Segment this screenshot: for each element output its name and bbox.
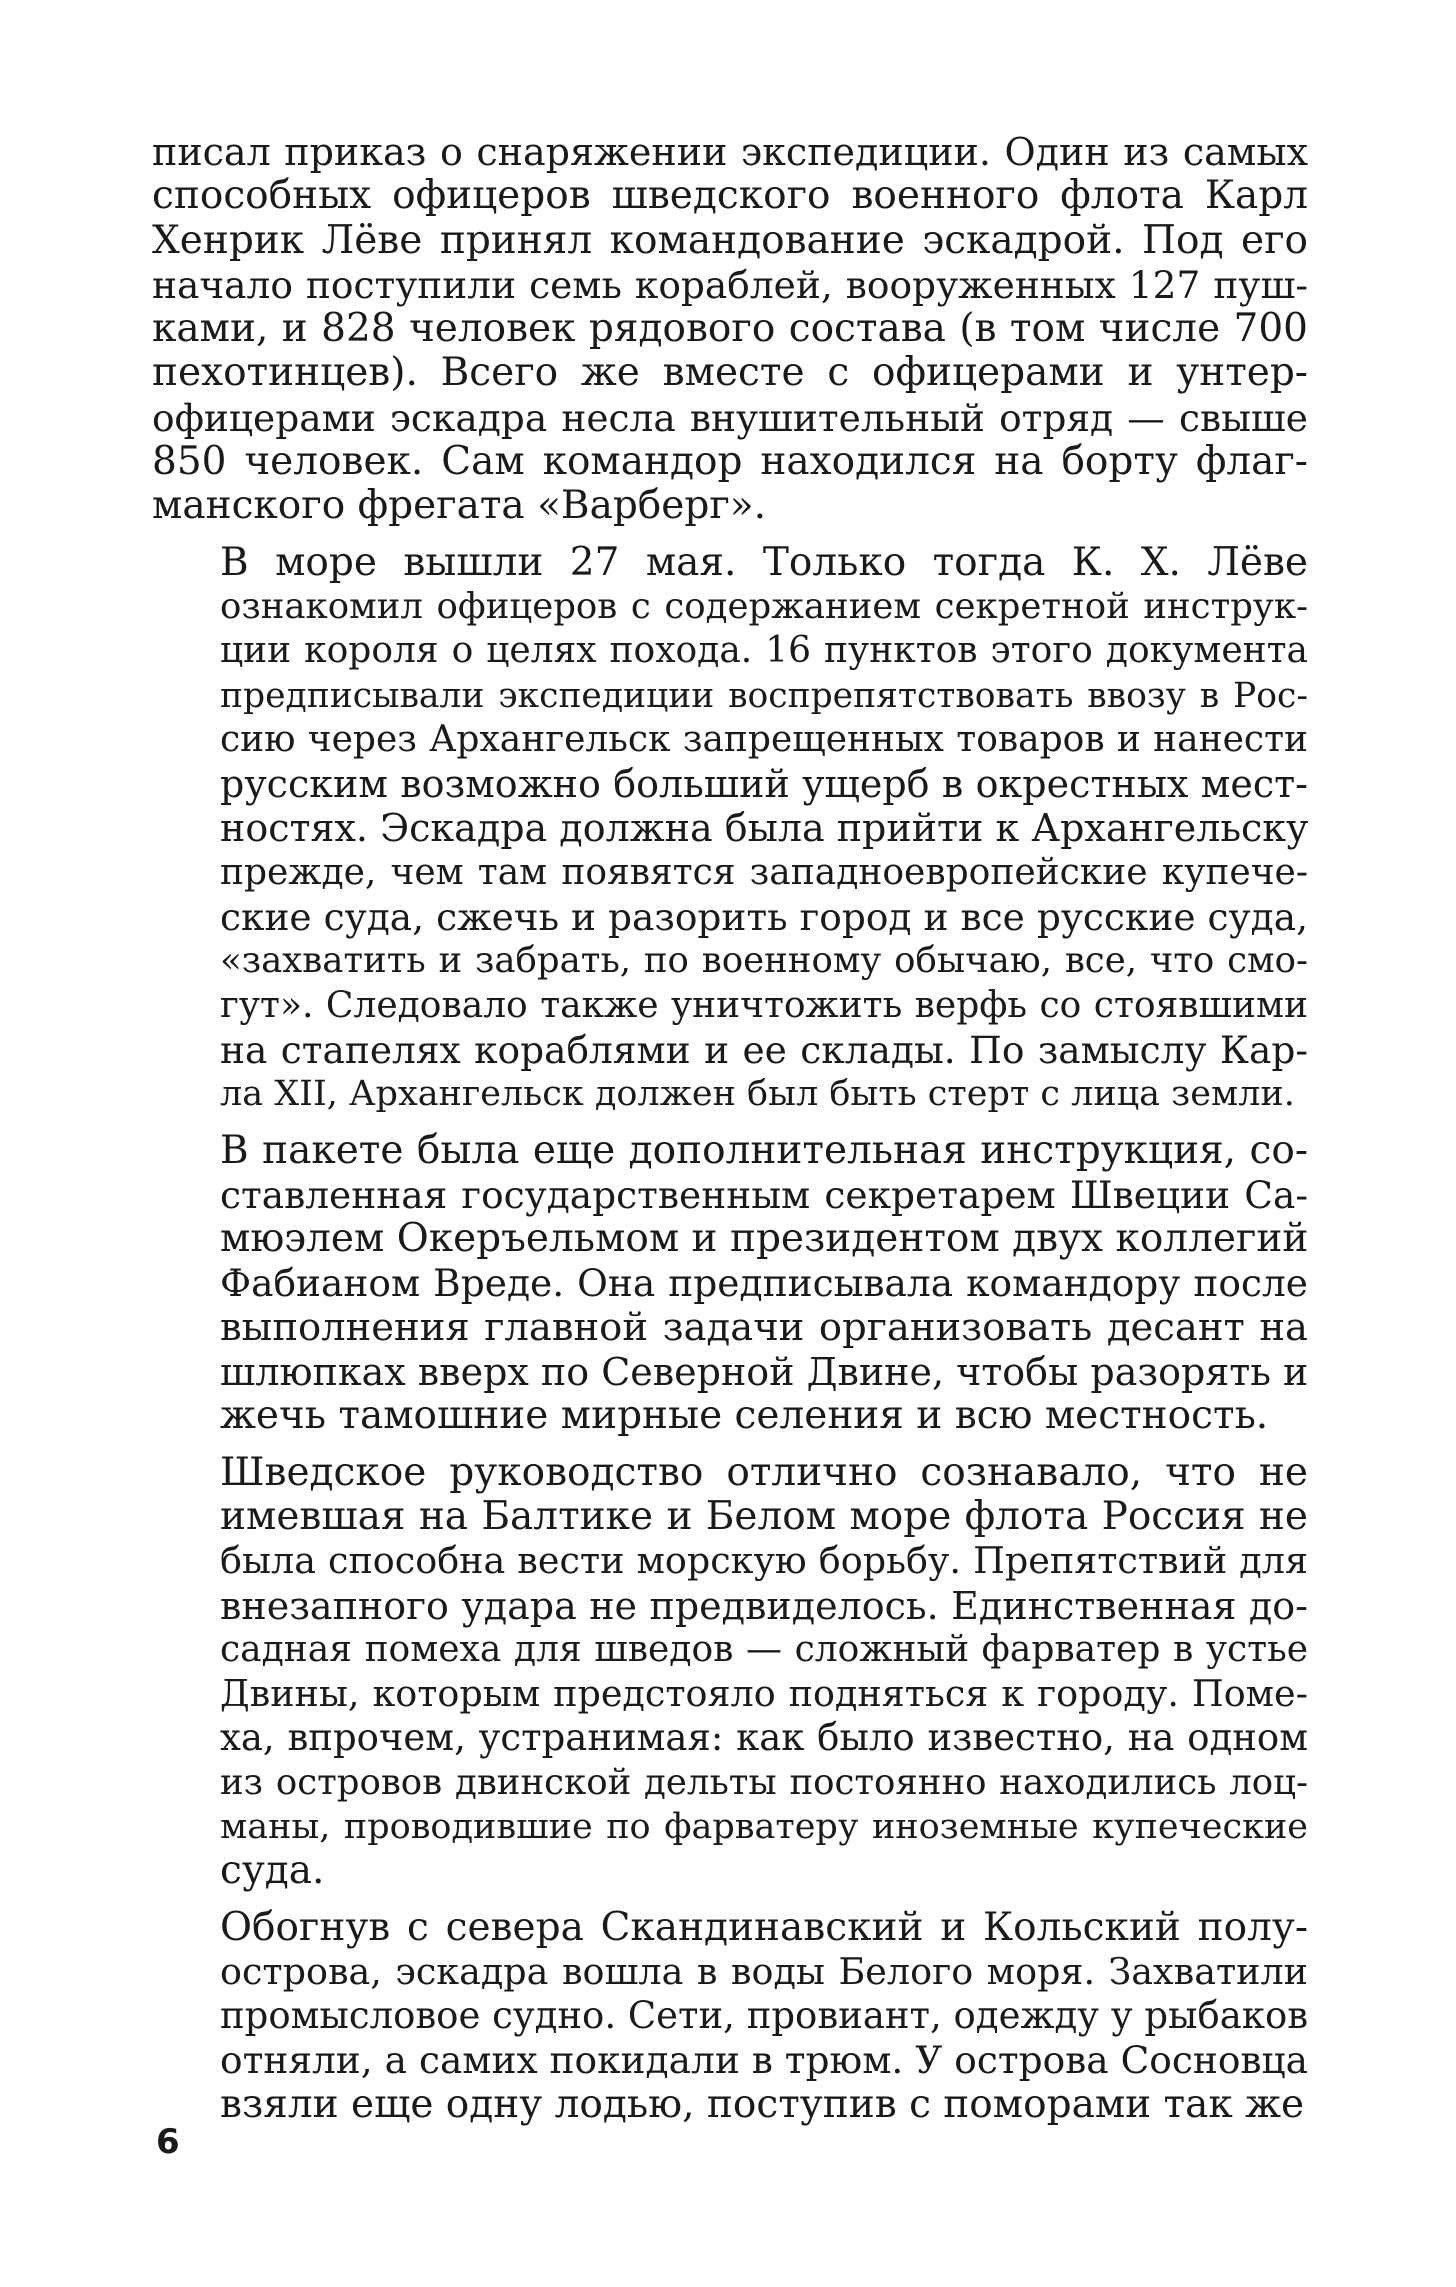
text-line: на стапелях кораблями и ее склады. По замыслу Кар- <box>220 1027 1308 1072</box>
text-line: внезапного удара не предвиделось. Единственная до- <box>220 1583 1308 1628</box>
text-line: маны, проводившие по фарватеру иноземные купеческие <box>220 1806 1308 1847</box>
text-line: 850 человек. Сам командор находился на борту флаг- <box>152 439 1308 485</box>
text-line: предписывали экспедиции воспрепятствовать ввозу в Рос- <box>220 675 1308 716</box>
text-line: Двины, которым предстояло подняться к городу. Поме- <box>220 1672 1308 1716</box>
text-line: ками, и 828 человек рядового состава (в том числе 700 <box>152 306 1308 352</box>
text-line: начало поступили семь кораблей, вооруженных 127 пуш- <box>152 262 1308 307</box>
text-line: ские суда, сжечь и разорить город и все русские суда, <box>220 895 1308 940</box>
paragraph <box>152 1906 1308 2127</box>
text-line: из островов двинской дельты постоянно находились лоц- <box>220 1761 1308 1803</box>
paragraph <box>152 541 1308 1117</box>
text-line: Фабианом Вреде. Она предписывала командору после <box>220 1261 1308 1306</box>
text-line: садная помеха для шведов — сложный фарватер в устье <box>220 1628 1308 1670</box>
text-line: прежде, чем там появятся западноевропейские купече- <box>220 851 1308 893</box>
paragraph <box>152 1129 1308 1439</box>
text-line: манского фрегата «Варберг». <box>152 483 767 529</box>
page-number: 6 <box>156 2122 180 2162</box>
text-line: была способна вести морскую борьбу. Препятствий для <box>220 1539 1308 1583</box>
text-line: Хенрик Лёве принял командование эскадрой. Под его <box>152 217 1308 263</box>
paragraph <box>152 1451 1308 1894</box>
text-line: Шведское руководство отлично сознавало, что не <box>220 1449 1308 1495</box>
text-line: гут». Следовало также уничтожить верфь со стоявшими <box>220 984 1308 1026</box>
text-line: ции короля о целях похода. 16 пунктов этого документа <box>220 630 1308 672</box>
text-line: имевшая на Балтике и Белом море флота Россия не <box>220 1493 1308 1539</box>
text-line: ставленная государственным секретарем Швеции Са- <box>220 1172 1308 1217</box>
text-line: «захватить и забрать, по военному обычаю, все, что смо- <box>220 940 1308 982</box>
text-line: офицерами эскадра несла внушительный отряд — свыше <box>152 395 1308 440</box>
paragraph <box>152 130 1308 529</box>
text-line: острова, эскадра вошла в воды Белого моря. Захватили <box>220 1949 1308 1993</box>
text-line: промысловое судно. Сети, провиант, одежду у рыбаков <box>220 1994 1309 2038</box>
text-line: суда. <box>220 1848 325 1894</box>
text-line: взяли еще одну лодью, поступив с поморами так же <box>220 2081 1305 2127</box>
text-line: пехотинцев). Всего же вместе с офицерами и унтер- <box>152 350 1308 396</box>
text-line: способных офицеров шведского военного флота Карл <box>152 173 1308 219</box>
text-line: В пакете была еще дополнительная инструкция, со- <box>220 1127 1308 1173</box>
text-line: ла XII, Архангельск должен был быть стерт с лица земли. <box>220 1074 1295 1115</box>
text-line: мюэлем Океръельмом и президентом двух коллегий <box>220 1216 1309 1262</box>
text-line: отняли, а самих покидали в трюм. У острова Сосновца <box>220 2038 1308 2083</box>
text-line: ха, впрочем, устранимая: как было известно, на одном <box>220 1716 1308 1760</box>
text-line: сию через Архангельск запрещенных товаров и нанести <box>220 718 1308 760</box>
body-text <box>152 130 1308 2139</box>
text-line: жечь тамошние мирные селения и всю местность. <box>220 1393 1269 1439</box>
text-line: шлюпках вверх по Северной Двине, чтобы разорять и <box>220 1350 1309 1395</box>
text-line: русским возможно больший ущерб в окрестных мест- <box>220 762 1308 807</box>
text-line: Обогнув с севера Скандинавский и Кольский полу- <box>220 1904 1308 1950</box>
text-line: выполнения главной задачи организовать десант на <box>220 1304 1308 1350</box>
text-line: В море вышли 27 мая. Только тогда К. Х. Лёве <box>220 539 1308 585</box>
text-line: писал приказ о снаряжении экспедиции. Один из самых <box>152 130 1308 174</box>
text-line: ностях. Эскадра должна была прийти к Архангельску <box>220 806 1309 851</box>
text-line: ознакомил офицеров с содержанием секретной инструк- <box>220 585 1308 627</box>
